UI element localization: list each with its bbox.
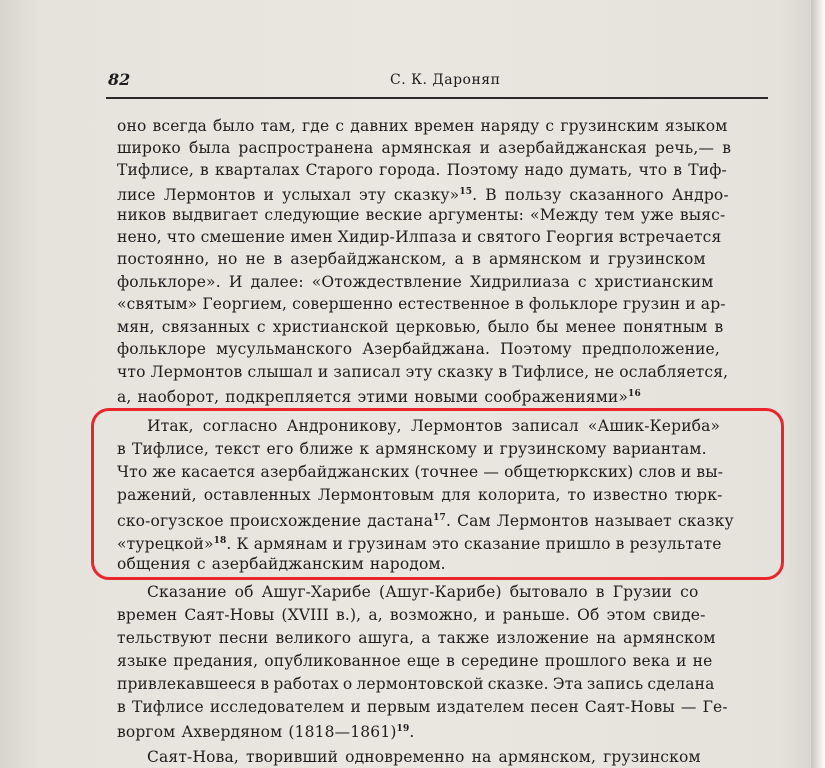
text-line: а, наоборот, подкрепляется этими новыми соображениями»$^{16}$ xyxy=(117,388,641,406)
text-line: что Лермонтов слышал и записал эту сказку в Тифлисе, не ослабляется, xyxy=(117,363,729,381)
text-line: фольклоре мусульманского Азербайджана. Поэтому предположение, xyxy=(117,340,720,358)
text-line: «святым» Георгием, совершенно естественное в фольклоре грузин и ар- xyxy=(117,295,726,313)
text-line: лисе Лермонтов и услыхал эту сказку»$^{15}$. В пользу сказанного Андро- xyxy=(117,186,729,204)
text-line: Что же касается азербайджанских (точнее — общетюркских) слов и вы- xyxy=(117,463,724,481)
text-line: языке предания, опубликованное еще в середине прошлого века и не xyxy=(117,652,713,670)
text-line: ников выдвигает следующие веские аргументы: «Между тем уже выяс- xyxy=(117,206,726,224)
text-line: фольклоре». И далее: «Отождествление Хидрилиаза с христианским xyxy=(117,273,714,291)
text-line: постоянно, но не в азербайджанском, а в армянском и грузинском xyxy=(117,250,706,268)
text-line: общения с азербайджанским народом. xyxy=(117,555,446,573)
footnote-marker: 19 xyxy=(396,724,410,734)
footnote-marker: 16 xyxy=(628,389,641,399)
text-line: оно всегда было там, где с давних времен наряду с грузинским языком xyxy=(117,117,728,135)
text-line: «турецкой»$^{18}$. К армянам и грузинам это сказание пришло в результате xyxy=(117,535,722,553)
footnote-marker: 18 xyxy=(213,536,227,546)
text-line: времен Саят-Новы (XVIII в.), а, возможно, и раньше. Об этом свиде- xyxy=(117,606,706,624)
text-line: привлекавшееся в работах о лермонтовской сказке. Эта запись сделана xyxy=(117,675,715,693)
text-line: воргом Ахвердяном (1818—1861)$^{19}$. xyxy=(117,723,415,741)
text-line: Итак, согласно Андроникову, Лермонтов записал «Ашик-Кериба» xyxy=(147,417,721,435)
text-line: в Тифлисе исследователем и первым издателем песен Саят-Новы — Ге- xyxy=(117,698,728,716)
highlight-annotation-box xyxy=(91,408,784,580)
text-line: тельствуют песни великого ашуга, а также изложение на армянском xyxy=(117,629,716,647)
text-line: Саят-Нова, творивший одновременно на армянском, грузинском xyxy=(147,748,701,766)
text-line: мян, связанных с христианской церковью, было бы менее понятным в xyxy=(117,318,724,336)
text-line: ско-огузское происхождение дастана$^{17}$. Сам Лермонтов называет сказку xyxy=(117,512,734,530)
running-head: С. К. Дароняп xyxy=(390,72,501,88)
text-line: Сказание об Ашуг-Харибе (Ашуг-Карибе) бытовало в Грузии со xyxy=(147,583,699,601)
footnote-marker: 15 xyxy=(459,187,473,197)
text-line: в Тифлисе, текст его ближе к армянскому и грузинскому вариантам. xyxy=(117,440,707,458)
page-number: 82 xyxy=(108,70,131,89)
text-line: нено, что смешение имен Хидир-Илпаза и святого Георгия встречается xyxy=(117,228,722,246)
text-line: широко была распространена армянская и азербайджанская речь,— в xyxy=(117,139,732,157)
text-line: Тифлисе, в кварталах Старого города. Поэтому надо думать, что в Тиф- xyxy=(117,161,727,179)
footnote-marker: 17 xyxy=(433,513,446,523)
text-line: ражений, оставленных Лермонтовым для колорита, то известно тюрк- xyxy=(117,486,723,504)
